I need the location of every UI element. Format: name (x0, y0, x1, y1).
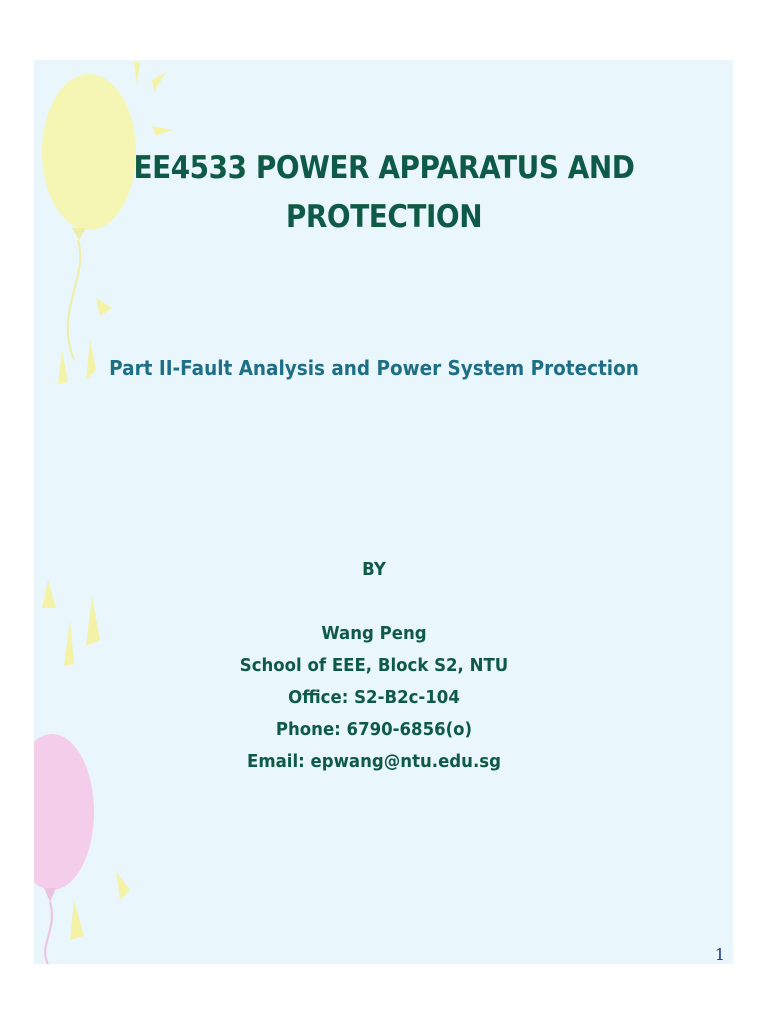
title-line-2: PROTECTION (285, 199, 483, 235)
by-label: BY (362, 559, 386, 580)
author-block (61, 554, 687, 778)
author-name: Wang Peng (321, 623, 427, 644)
author-office: Office: S2-B2c-104 (288, 687, 460, 708)
slide-title (69, 144, 699, 242)
page-number: 1 (714, 945, 725, 964)
author-phone: Phone: 6790-6856(o) (275, 719, 473, 740)
slide-subtitle: Part II-Fault Analysis and Power System Protection (109, 356, 639, 380)
author-affiliation: School of EEE, Block S2, NTU (239, 655, 509, 676)
title-line-1: EE4533 POWER APPARATUS AND (133, 150, 635, 186)
slide (34, 60, 733, 964)
author-email: Email: epwang@ntu.edu.sg (247, 751, 501, 772)
